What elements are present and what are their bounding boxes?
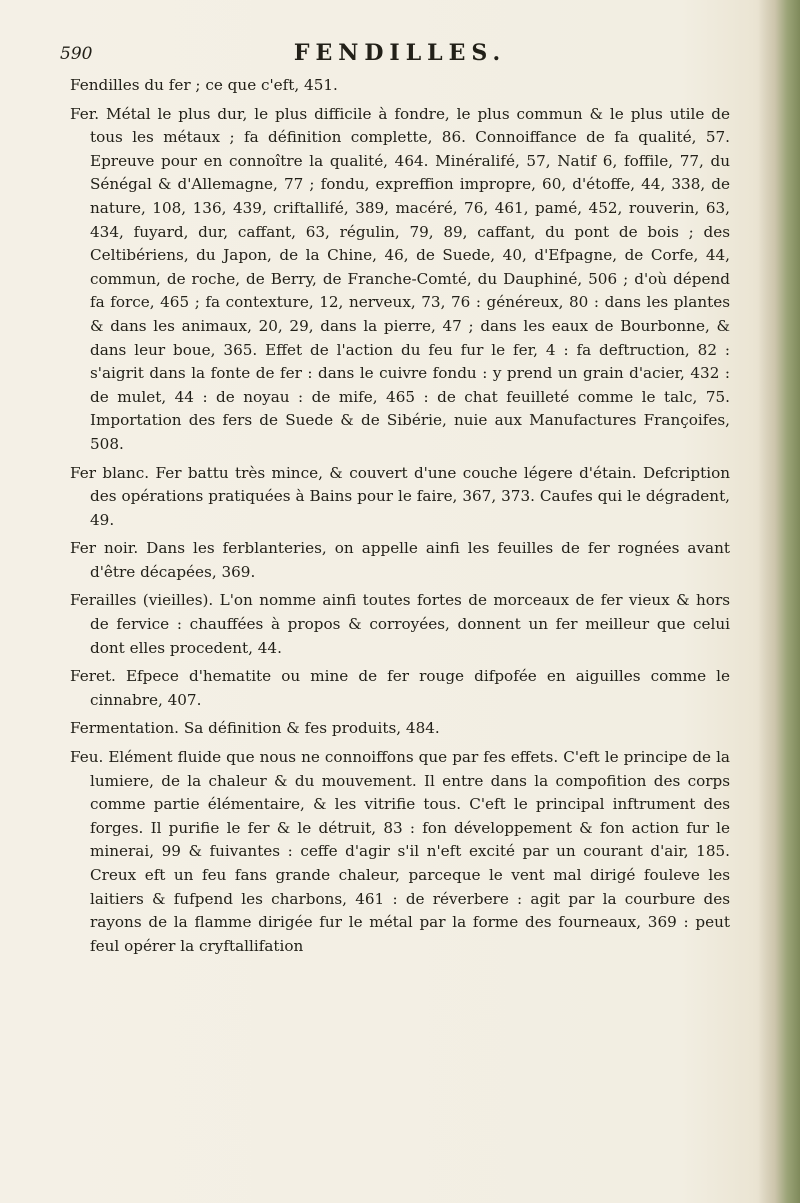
index-entries [70,74,730,963]
index-entry-fer-noir [70,537,730,584]
entry-term: Fermentation. [70,719,179,738]
index-entry-feu [70,746,730,958]
entry-text: Efpece d'hematite ou mine de fer rouge difpofée en aiguilles comme le cinnabre, 407. [90,667,730,709]
entry-text: (vieilles). L'on nomme ainfi toutes fortes de morceaux de fer vieux & hors de fervice : chauffées à propos & corroyées, donnent un fer meilleur que celui dont elles procedent, 44. [90,591,730,657]
running-title: FENDILLES. [293,40,507,66]
entry-term: Feu. [70,748,104,767]
entry-term: Fer noir. [70,539,139,558]
index-entry-ferailles [70,589,730,660]
entry-text: Dans les ferblanteries, on appelle ainfi les feuilles de fer rognées avant d'être décapées, 369. [90,539,730,581]
page-header [60,40,740,74]
index-entry-fer-blanc [70,462,730,533]
index-entry-fermentation [70,717,730,741]
entry-text: Fer battu très mince, & couvert d'une couche légere d'étain. Defcription des opérations pratiquées à Bains pour le faire, 367, 373. Caufes qui le dégradent, 49. [90,463,731,529]
entry-term: Fer. [70,104,100,123]
entry-term: Fer blanc. [70,463,150,482]
entry-text: Elément fluide que nous ne connoiffons que par fes effets. C'eft le principe de la lumiere, de la chaleur & du mouvement. Il entre dans la compofition des corps comme partie élémentaire, & les vitrifie tous. C'eft le principal inftrument des forges. Il purifie le fer & le détruit, 83 : fon développement & fon action fur le minerai, 99 & fuivantes : ceffe d'agir s'il n'eft excité par un courant d'air, 185. Creux eft un feu fans grande chaleur, parceque le vent mal dirigé fouleve les laitiers & fufpend les charbons, 461 : de réverbere : agit par la courbure des rayons de la flamme dirigée fur le métal par la forme des fourneaux, 369 : peut feul opérer la cryftallifation [90,748,730,955]
entry-term: Ferailles [70,591,137,610]
entry-term: Feret. [70,667,116,686]
entry-term: Fendilles [70,76,140,94]
entry-text: Sa définition & fes produits, 484. [179,719,440,738]
index-entry-feret [70,665,730,712]
index-entry-fer [70,103,730,457]
page-number: 590 [60,44,93,64]
index-entry-fendilles [70,74,730,98]
entry-text: du fer ; ce que c'eft, 451. [139,76,338,94]
page-edge-shadow [758,0,800,1203]
entry-text: Métal le plus dur, le plus difficile à fondre, le plus commun & le plus utile de tous les métaux ; fa définition complette, 86. Connoiffance de fa qualité, 57. Epreuve pour en connoître la qualité, 464. Minéralifé, 57, Natif 6, foffile, 77, du Sénégal & d'Allemagne, 77 ; fondu, expreffion impropre, 60, d'étoffe, 44, 338, de nature, 108, 136, 439, criftallifé, 389, macéré, 76, 461, pamé, 452, rouverin, 63, 434, fuyard, dur, caffant, 63, régulin, 79, 89, caffant, du pont de bois ; des Celtibériens, du Japon, de la Chine, 46, de Suede, 40, d'Efpagne, de Corfe, 44, commun, de roche, de Berry, de Franche-Comté, du Dauphiné, 506 ; d'où dépend fa force, 465 ; fa contexture, 12, nerveux, 73, 76 : généreux, 80 : dans les plantes & dans les animaux, 20, 29, dans la pierre, 47 ; dans les eaux de Bourbonne, & dans leur boue, 365. Effet de l'action du feu fur le fer, 4 : fa deftruction, 82 : s'aigrit dans la fonte de fer : dans le cuivre fondu : y prend un grain d'acier, 432 : de mulet, 44 : de noyau : de mife, 465 : de chat feuilleté comme le talc, 75. Importation des fers de Suede & de Sibérie, nuie aux Manufactures Françoifes, 508. [90,104,730,453]
